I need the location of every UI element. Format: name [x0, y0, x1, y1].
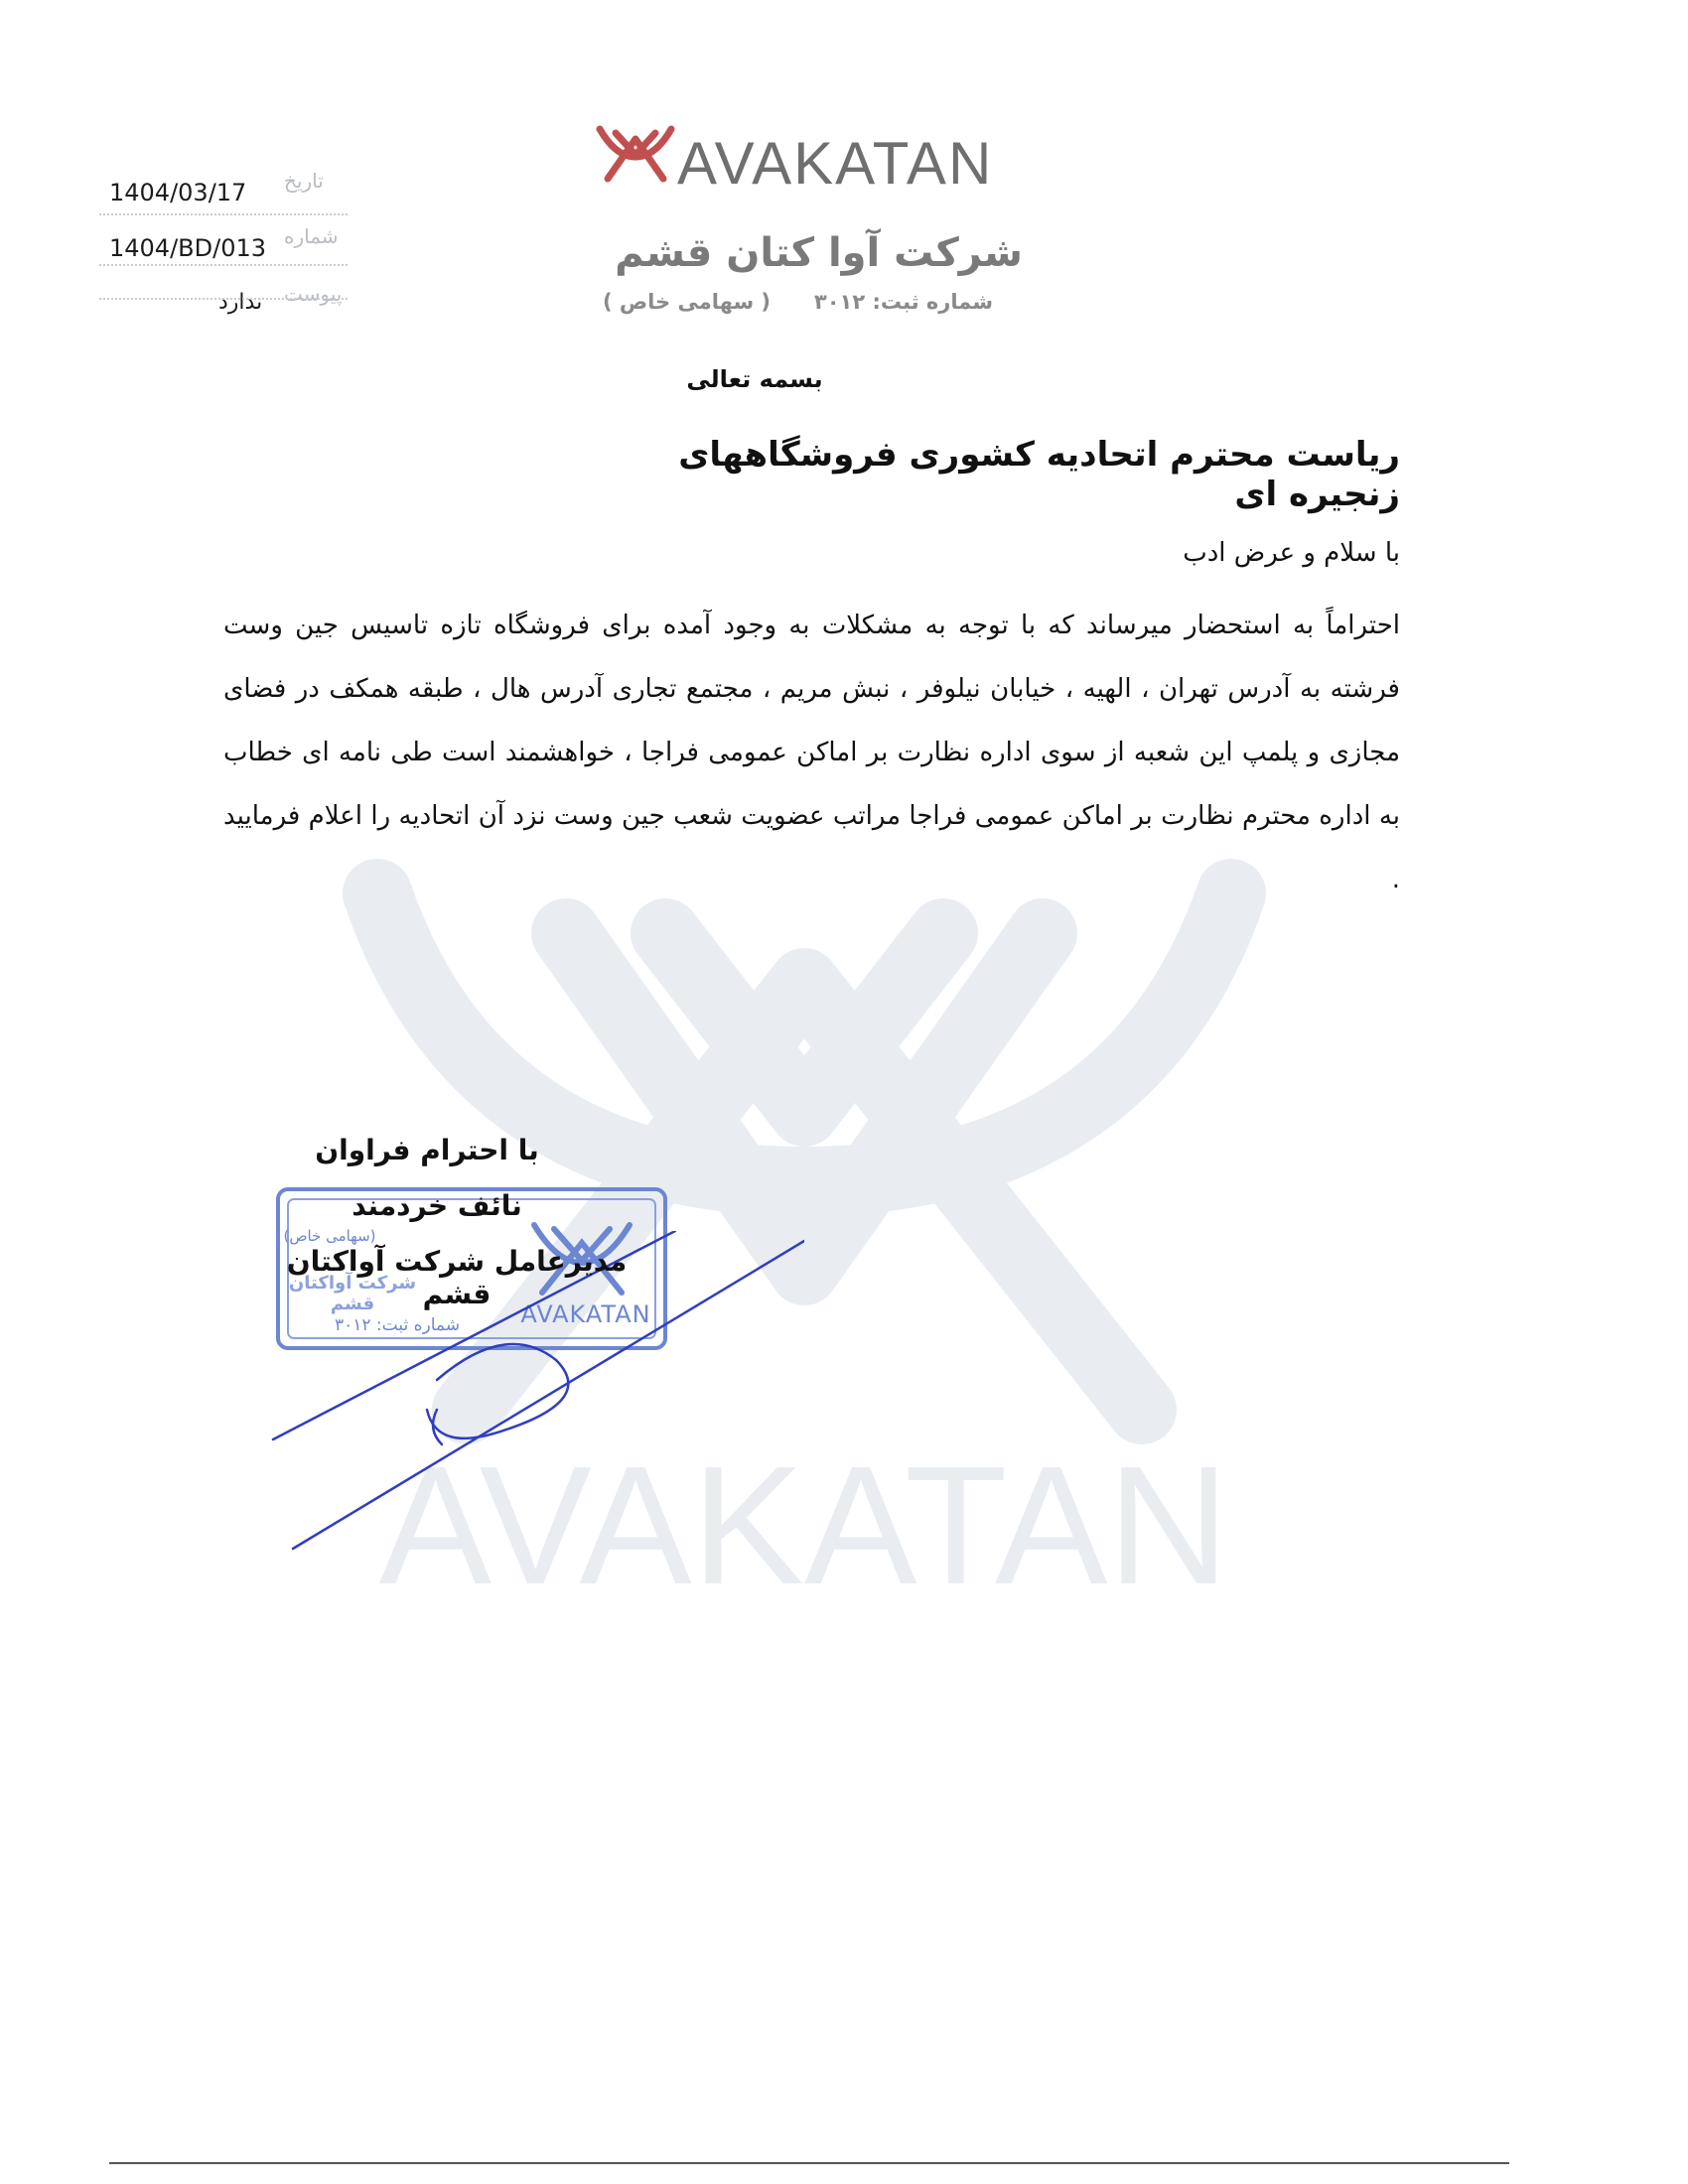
- date-label: تاریخ: [284, 169, 324, 193]
- logo-mark-icon: [600, 129, 671, 179]
- number-dotted-line: [99, 264, 348, 266]
- company-name: شرکت آوا کتان قشم: [615, 230, 1023, 276]
- stamp-brand: AVAKATAN: [520, 1300, 651, 1328]
- registration-number: شماره ثبت: ۳۰۱۲: [813, 290, 993, 314]
- company-type: ( سهامی خاص ): [602, 290, 772, 314]
- stamp-company-type: (سهامی خاص): [283, 1227, 376, 1245]
- company-registration-line: [556, 290, 993, 314]
- recipient-heading: ریاست محترم اتحادیه کشوری فروشگاههای زنجیره ای: [678, 435, 1400, 514]
- basmala-heading: بسمه تعالی: [686, 365, 823, 393]
- attachment-value: ندارد: [218, 290, 263, 315]
- date-value: 1404/03/17: [109, 179, 247, 206]
- salutation: با سلام و عرض ادب: [1183, 538, 1400, 568]
- company-logo: [596, 119, 1013, 199]
- number-label: شماره: [284, 224, 339, 248]
- signer-name: نائف خردمند: [352, 1189, 522, 1222]
- attachment-label: پیوست: [284, 282, 343, 306]
- signer-title: مدیرعامل شرکت آواکتان قشم: [286, 1245, 628, 1310]
- footer-divider: [109, 2162, 1509, 2164]
- attachment-dotted-line: [99, 298, 348, 300]
- stamp-registration: شماره ثبت: ۳۰۱۲: [335, 1315, 460, 1335]
- watermark-text: AVAKATAN: [378, 1432, 1230, 1608]
- date-dotted-line: [99, 213, 348, 215]
- logo-text: AVAKATAN: [677, 130, 994, 197]
- closing-phrase: با احترام فراوان: [315, 1134, 539, 1166]
- letter-body: احتراماً به استحضار میرساند که با توجه به مشکلات به وجود آمده برای فروشگاه تازه تاسیس جین وست فرشته به آدرس تهران ، الهیه ، خیابان نیلوفر ، نبش مریم ، مجتمع تجاری آدرس هال ، طبقه همکف در فضای مجازی و پلمپ این شعبه از سوی اداره نظارت بر اماکن عمومی فراجا ، خواهشمند است طی نامه ای خطاب به اداره محترم نظارت بر اماکن عمومی فراجا مراتب عضویت شعب جین وست نزد آن اتحادیه را اعلام فرمایید .: [223, 611, 1400, 894]
- stamp-company-name: شرکت آواکتان قشم: [288, 1273, 417, 1314]
- number-value: 1404/BD/013: [109, 234, 267, 262]
